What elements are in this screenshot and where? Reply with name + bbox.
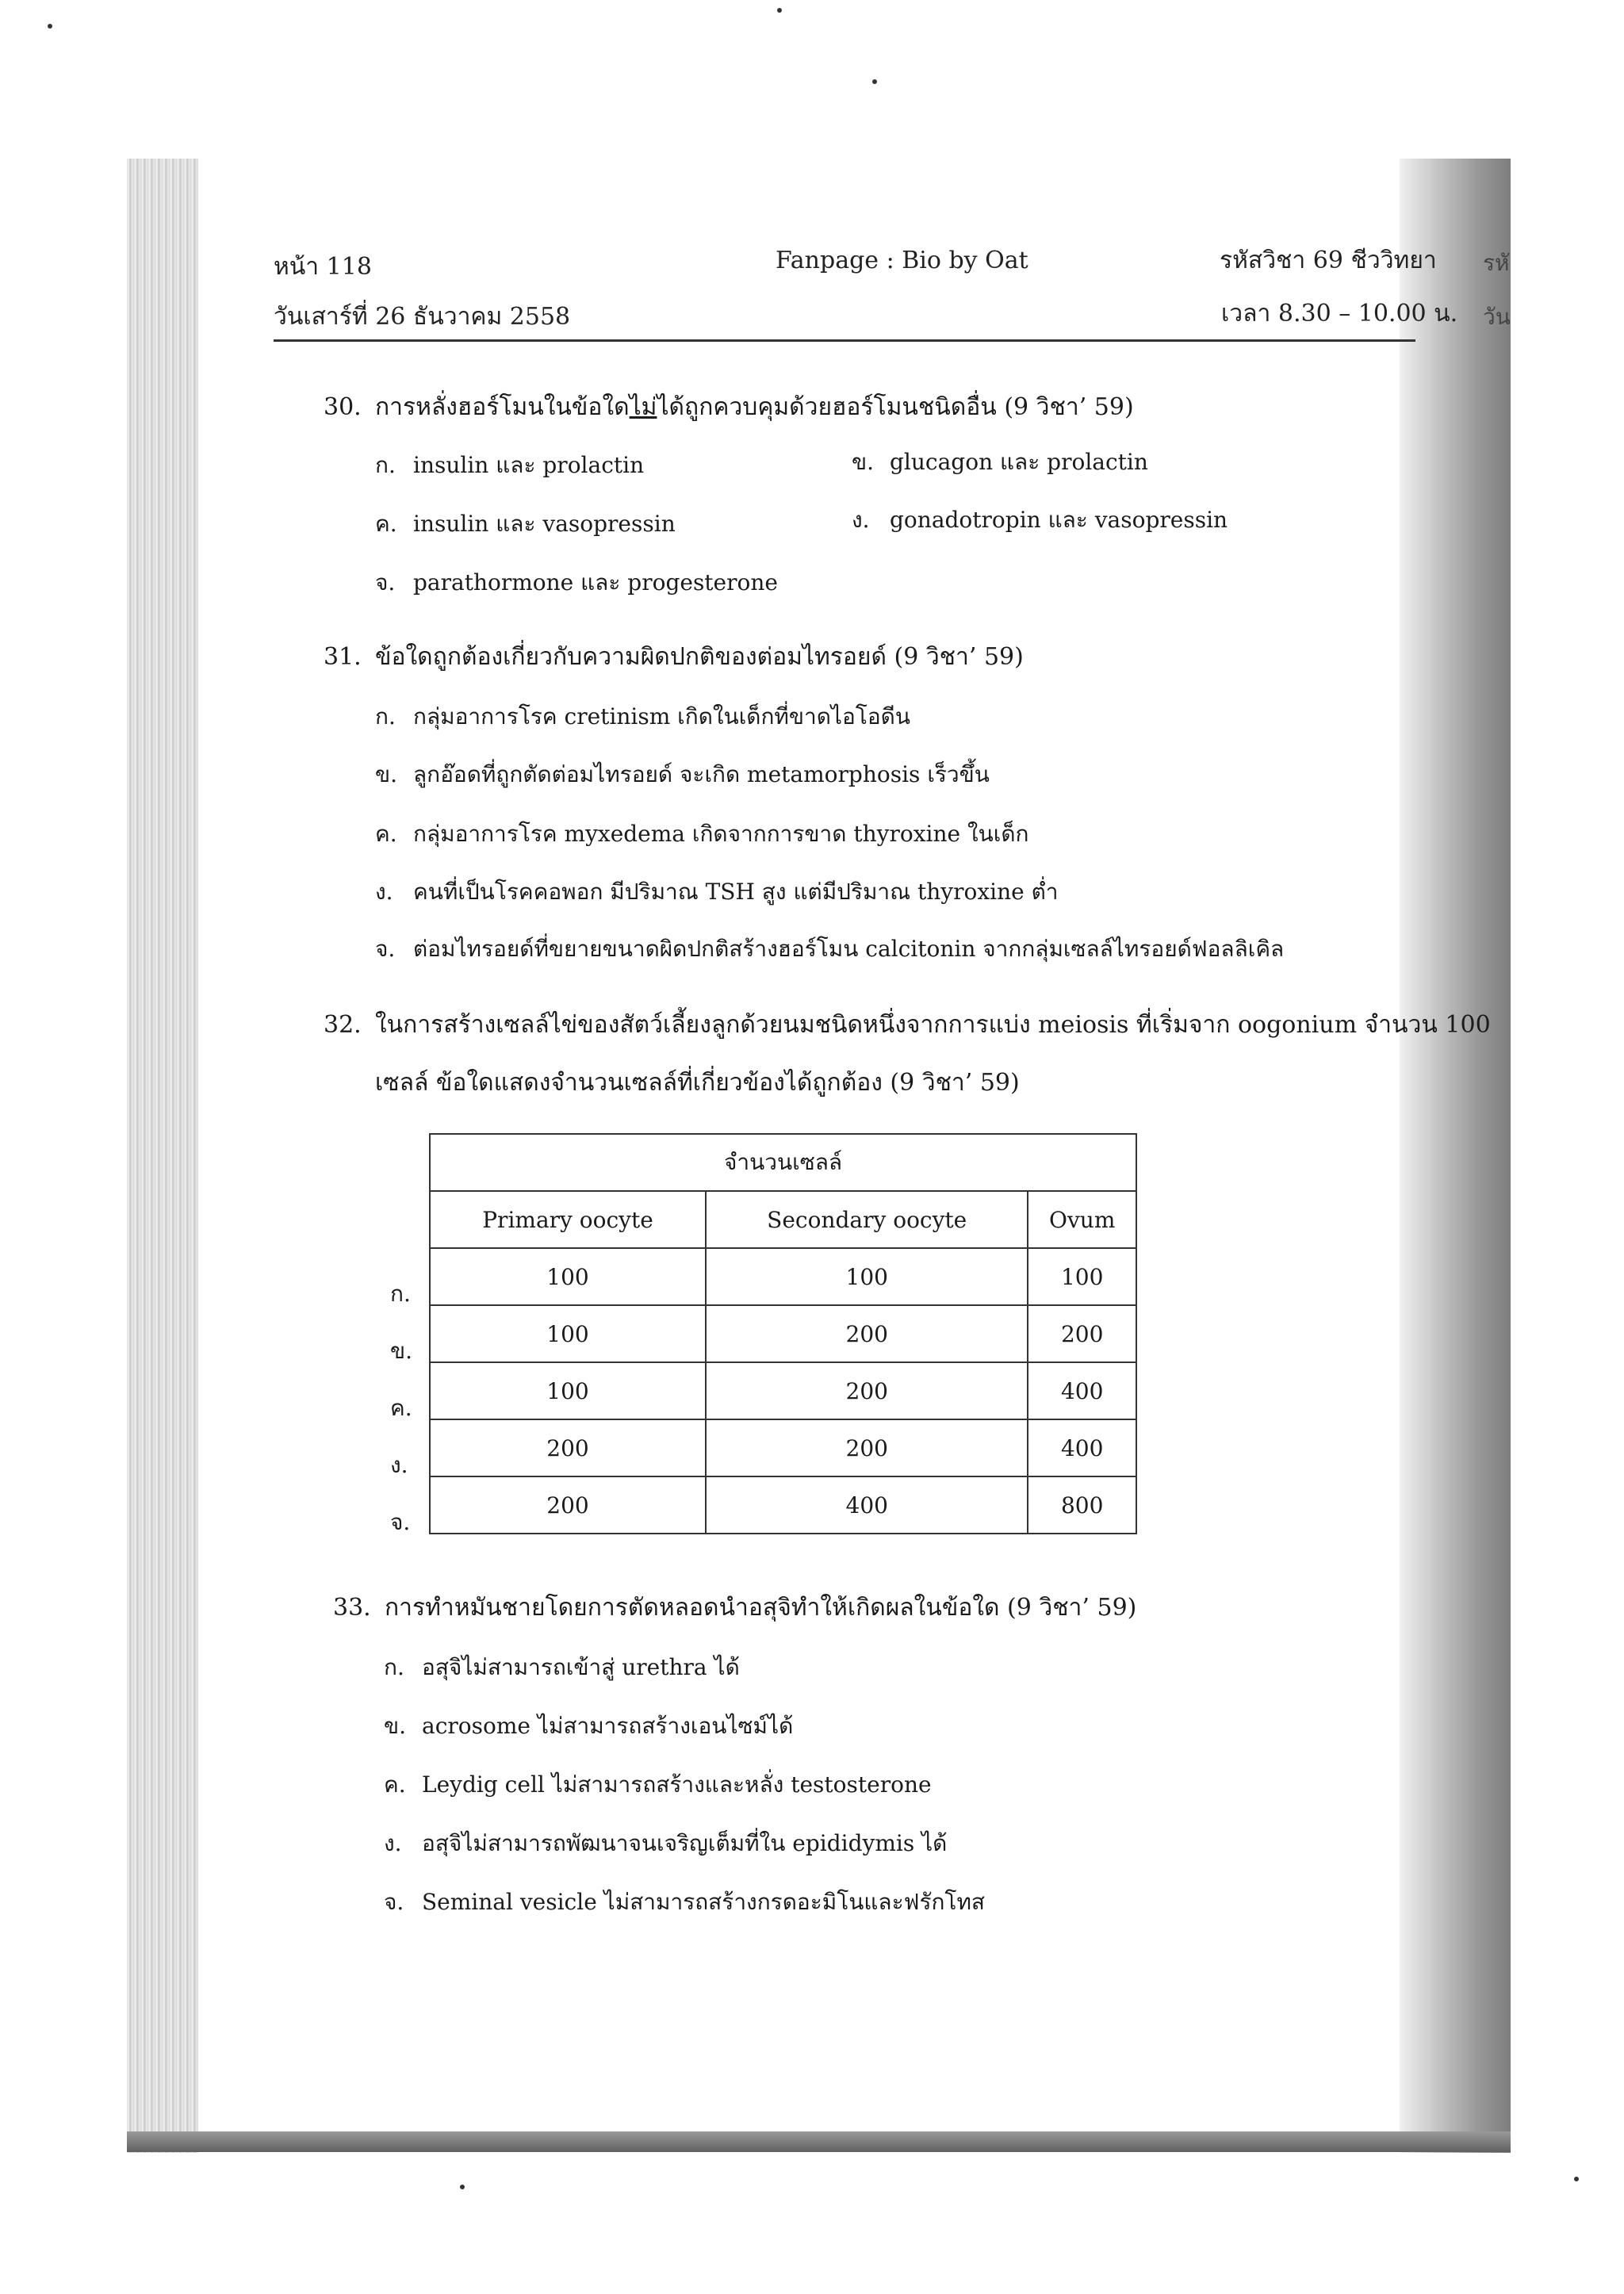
option-31-d[interactable]	[375, 875, 1059, 910]
option-label: ค.	[375, 821, 397, 847]
option-33-b[interactable]	[384, 1709, 793, 1744]
table-header-row	[430, 1191, 1136, 1248]
option-33-d[interactable]	[384, 1826, 947, 1861]
option-32-a[interactable]: ก.	[390, 1281, 411, 1307]
option-31-a[interactable]	[375, 699, 910, 734]
option-text: อสุจิไม่สามารถเข้าสู่ urethra ได้	[422, 1654, 740, 1680]
option-text: parathormone และ progesterone	[413, 569, 778, 596]
option-label: ง.	[375, 879, 393, 905]
table-cell: 400	[1028, 1419, 1136, 1476]
option-31-c[interactable]	[375, 817, 1028, 852]
option-text: Seminal vesicle ไม่สามารถสร้างกรดอะมิโนและฟรักโทส	[422, 1889, 986, 1915]
exam-date: วันเสาร์ที่ 26 ธันวาคม 2558	[274, 303, 571, 331]
cell-count-table	[429, 1133, 1137, 1534]
table-cell: 100	[430, 1305, 706, 1362]
fanpage-label: Fanpage : Bio by Oat	[776, 247, 1028, 274]
option-32-b[interactable]: ข.	[390, 1338, 413, 1364]
question-number: 32.	[324, 1011, 362, 1039]
table-cell: 100	[1028, 1248, 1136, 1305]
underlined-word: ไม่	[629, 393, 657, 421]
table-cell: 200	[430, 1419, 706, 1476]
table-row	[430, 1419, 1136, 1476]
option-30-a[interactable]	[375, 448, 644, 483]
option-label: ง.	[852, 507, 870, 533]
question-text: ข้อใดถูกต้องเกี่ยวกับความผิดปกติของต่อมไทรอยด์ (9 วิชา’ 59)	[375, 643, 1024, 671]
question-number: 33.	[333, 1594, 371, 1622]
table-row	[430, 1305, 1136, 1362]
option-31-e[interactable]	[375, 932, 1284, 967]
option-label: จ.	[375, 569, 396, 596]
option-32-d[interactable]: ง.	[390, 1452, 408, 1478]
table-cell: 400	[706, 1476, 1028, 1534]
option-text: กลุ่มอาการโรค cretinism เกิดในเด็กที่ขาดไอโอดีน	[413, 703, 910, 730]
option-label: ข.	[384, 1713, 407, 1739]
table-row	[430, 1362, 1136, 1419]
question-number: 31.	[324, 643, 362, 671]
option-label: ค.	[375, 511, 397, 537]
question-number: 30.	[324, 393, 362, 421]
subject-code: รหัสวิชา 69 ชีววิทยา	[1220, 247, 1437, 274]
table-title-row	[430, 1134, 1136, 1191]
option-text: Leydig cell ไม่สามารถสร้างและหลั่ง testosterone	[422, 1771, 932, 1798]
question-text: การหลั่งฮอร์โมนในข้อใด	[375, 393, 630, 421]
option-text: ลูกอ๊อดที่ถูกตัดต่อมไทรอยด์ จะเกิด metamorphosis เร็วขึ้น	[413, 761, 990, 787]
option-text: acrosome ไม่สามารถสร้างเอนไซม์ได้	[422, 1713, 794, 1739]
table-cell: 200	[1028, 1305, 1136, 1362]
option-label: ค.	[384, 1771, 406, 1798]
option-31-b[interactable]	[375, 757, 990, 792]
option-label: ก.	[375, 452, 396, 478]
table-cell: 100	[706, 1248, 1028, 1305]
table-row	[430, 1476, 1136, 1534]
option-text: glucagon และ prolactin	[890, 449, 1148, 475]
table-cell: 400	[1028, 1362, 1136, 1419]
option-label: ก.	[375, 703, 396, 730]
option-32-e[interactable]: จ.	[390, 1509, 411, 1535]
option-33-a[interactable]	[384, 1650, 740, 1685]
option-label: จ.	[384, 1889, 404, 1915]
page-number: หน้า 118	[274, 253, 372, 281]
option-30-b[interactable]	[852, 445, 1148, 480]
option-label: ข.	[375, 761, 398, 787]
table-cell: 200	[706, 1362, 1028, 1419]
option-text: insulin และ prolactin	[413, 452, 645, 478]
column-header: Secondary oocyte	[706, 1191, 1028, 1248]
option-label: ง.	[384, 1830, 402, 1856]
header-divider	[274, 339, 1415, 342]
option-30-d[interactable]	[852, 503, 1228, 538]
option-30-c[interactable]	[375, 507, 676, 542]
question-31	[324, 638, 1024, 676]
option-text: คนที่เป็นโรคคอพอก มีปริมาณ TSH สูง แต่มีปริมาณ thyroxine ต่ำ	[413, 879, 1059, 905]
question-text: ในการสร้างเซลล์ไข่ของสัตว์เลี้ยงลูกด้วยนมชนิดหนึ่งจากการแบ่ง meiosis ที่เริ่มจาก oogonium จำนวน 100	[375, 1011, 1491, 1039]
table-title: จำนวนเซลล์	[430, 1134, 1136, 1191]
table-cell: 200	[430, 1476, 706, 1534]
column-header: Ovum	[1028, 1191, 1136, 1248]
table-row	[430, 1248, 1136, 1305]
table-cell: 100	[430, 1248, 706, 1305]
option-text: ต่อมไทรอยด์ที่ขยายขนาดผิดปกติสร้างฮอร์โมน calcitonin จากกลุ่มเซลล์ไทรอยด์ฟอลลิเคิล	[413, 936, 1285, 962]
option-text: กลุ่มอาการโรค myxedema เกิดจากการขาด thyroxine ในเด็ก	[413, 821, 1029, 847]
option-label: จ.	[375, 936, 396, 962]
question-33	[333, 1589, 1136, 1626]
column-header: Primary oocyte	[430, 1191, 706, 1248]
option-33-e[interactable]	[384, 1885, 985, 1920]
option-text: gonadotropin และ vasopressin	[890, 507, 1228, 533]
option-label: ข.	[852, 449, 875, 475]
table-cell: 100	[430, 1362, 706, 1419]
edge-text-1: รหั	[1483, 250, 1510, 276]
table-cell: 800	[1028, 1476, 1136, 1534]
option-33-c[interactable]	[384, 1767, 932, 1802]
option-text: insulin และ vasopressin	[413, 511, 676, 537]
question-text-cont: ได้ถูกควบคุมด้วยฮอร์โมนชนิดอื่น (9 วิชา’ 59)	[657, 393, 1134, 421]
option-text: อสุจิไม่สามารถพัฒนาจนเจริญเต็มที่ใน epididymis ได้	[422, 1830, 948, 1856]
option-label: ก.	[384, 1654, 404, 1680]
option-30-e[interactable]	[375, 565, 778, 600]
question-30	[324, 389, 1134, 426]
exam-time: เวลา 8.30 – 10.00 น.	[1221, 300, 1458, 327]
question-32	[324, 1006, 1491, 1044]
edge-text-2: วัน	[1483, 304, 1511, 330]
option-32-c[interactable]: ค.	[390, 1395, 412, 1421]
question-32-line-2: เซลล์ ข้อใดแสดงจำนวนเซลล์ที่เกี่ยวข้องได้ถูกต้อง (9 วิชา’ 59)	[375, 1069, 1020, 1097]
question-text: การทำหมันชายโดยการตัดหลอดนำอสุจิทำให้เกิดผลในข้อใด (9 วิชา’ 59)	[385, 1594, 1137, 1622]
table-cell: 200	[706, 1305, 1028, 1362]
table-cell: 200	[706, 1419, 1028, 1476]
